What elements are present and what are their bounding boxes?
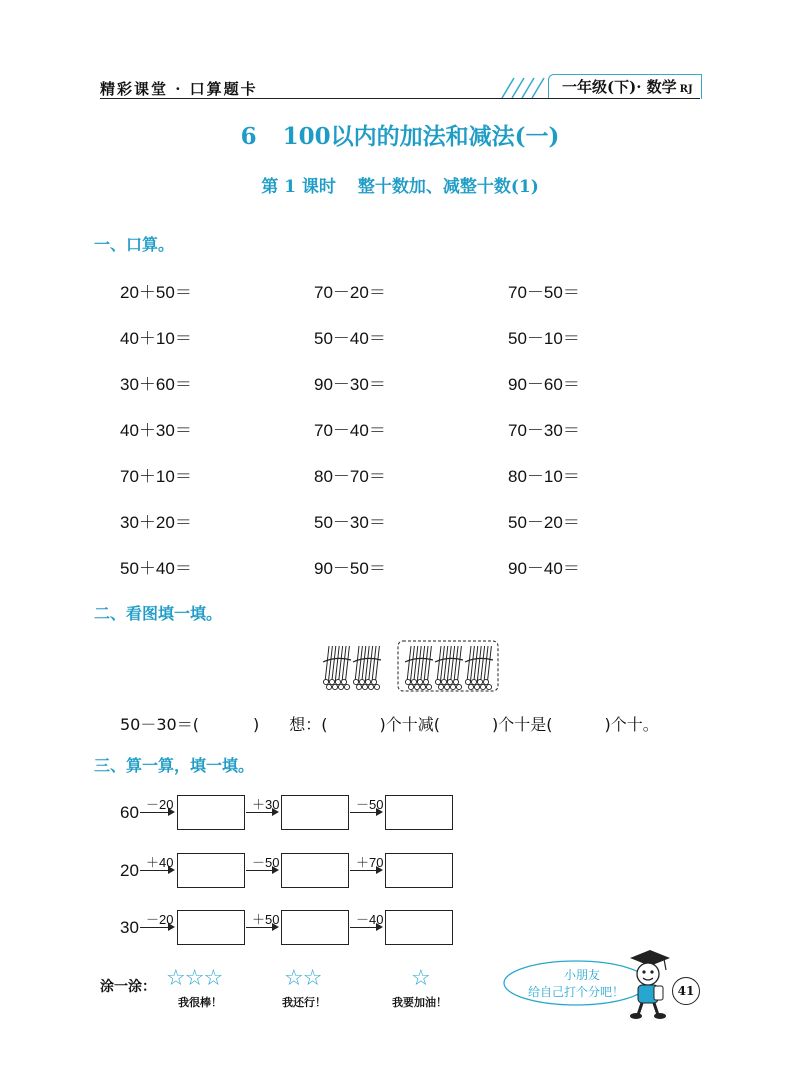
header-grade <box>562 76 693 97</box>
equation-item: 20＋50＝ <box>120 283 192 302</box>
fill-text-3: 想：( <box>289 715 328 734</box>
rating-2-label: 我还行！ <box>282 996 326 1009</box>
section-2-heading: 二、看图填一填。 <box>94 604 223 623</box>
equation-item: 70＋10＝ <box>120 467 192 486</box>
equation-item: 80－70＝ <box>314 467 386 486</box>
equation-item: 50＋40＝ <box>120 559 192 578</box>
section-3-heading: 三、算一算，填一填。 <box>94 756 255 775</box>
equation-item: 90－30＝ <box>314 375 386 394</box>
footer-color-label: 涂一涂： <box>100 979 156 995</box>
lesson-topic: 整十数加、减整十数(1) <box>357 177 539 197</box>
equation-item: 30＋20＝ <box>120 513 192 532</box>
answer-box[interactable] <box>385 795 453 830</box>
header-rj-tag: RJ <box>679 84 693 95</box>
operation-label: －50 <box>356 797 384 812</box>
chain-start-number: 20 <box>120 861 139 880</box>
chain-start-number: 60 <box>120 803 139 822</box>
header-grade-text: 一年级(下)· 数学 <box>562 78 677 96</box>
equation-item: 50－20＝ <box>508 513 580 532</box>
fill-text-1: 50－30＝( <box>120 715 199 734</box>
fill-text-5: )个十是( <box>491 715 553 734</box>
operation-label: －40 <box>356 912 384 927</box>
operation-label: ＋40 <box>146 855 174 870</box>
answer-box[interactable] <box>177 795 245 830</box>
stick-bundle-icon <box>465 646 493 690</box>
answer-box[interactable] <box>281 853 349 888</box>
equation-item: 50－30＝ <box>314 513 386 532</box>
fill-text-4: )个十减( <box>379 715 440 734</box>
stick-bundles-picture <box>318 638 502 694</box>
answer-box[interactable] <box>385 853 453 888</box>
operation-label: ＋50 <box>252 912 280 927</box>
fill-in-sentence <box>120 712 659 735</box>
answer-box[interactable] <box>385 910 453 945</box>
lesson-title <box>0 172 800 197</box>
chapter-name: 100以内的加法和减法(一) <box>282 123 560 150</box>
answer-box[interactable] <box>281 795 349 830</box>
bubble-line-1: 小朋友 <box>563 968 601 982</box>
rating-1-star-icon[interactable]: ☆ <box>411 966 430 991</box>
rating-2-stars-icon[interactable]: ☆☆ <box>284 966 322 991</box>
rating-3-label: 我很棒！ <box>178 996 222 1009</box>
chapter-number: 6 <box>240 123 257 150</box>
stick-bundle-icon <box>435 646 463 690</box>
equation-item: 30＋60＝ <box>120 375 192 394</box>
rating-3-stars-icon[interactable]: ☆☆☆ <box>166 966 223 991</box>
equation-item: 70－50＝ <box>508 283 580 302</box>
equation-item: 50－40＝ <box>314 329 386 348</box>
equation-item: 40＋10＝ <box>120 329 192 348</box>
stick-bundle-icon <box>353 646 381 690</box>
equation-item: 70－40＝ <box>314 421 386 440</box>
equation-item: 80－10＝ <box>508 467 580 486</box>
answer-box[interactable] <box>281 910 349 945</box>
operation-label: －20 <box>146 797 174 812</box>
equation-item: 90－50＝ <box>314 559 386 578</box>
fill-text-6: )个十。 <box>604 715 659 734</box>
student-mascot-icon <box>624 948 672 1020</box>
chain-start-number: 30 <box>120 918 139 937</box>
answer-box[interactable] <box>177 853 245 888</box>
stick-bundle-icon <box>323 646 351 690</box>
lesson-number: 第 1 课时 <box>261 177 336 197</box>
operation-label: ＋70 <box>356 855 384 870</box>
header-slashes <box>498 76 548 98</box>
operation-label: －50 <box>252 855 280 870</box>
header-title: 精彩课堂 · 口算题卡 <box>100 80 258 98</box>
operation-label: ＋30 <box>252 797 280 812</box>
equation-item: 90－40＝ <box>508 559 580 578</box>
equation-item: 90－60＝ <box>508 375 580 394</box>
equation-item: 70－20＝ <box>314 283 386 302</box>
equation-item: 40＋30＝ <box>120 421 192 440</box>
section-1-heading: 一、口算。 <box>94 235 175 254</box>
rating-1-label: 我要加油！ <box>392 996 447 1009</box>
answer-box[interactable] <box>177 910 245 945</box>
chapter-title <box>0 118 800 151</box>
header-rule <box>100 98 700 99</box>
bubble-line-2: 给自己打个分吧！ <box>527 985 625 999</box>
equation-item: 70－30＝ <box>508 421 580 440</box>
operation-label: －20 <box>146 912 174 927</box>
fill-text-2: ) <box>252 715 260 734</box>
page-number: 41 <box>672 977 700 1005</box>
equation-item: 50－10＝ <box>508 329 580 348</box>
stick-bundle-icon <box>405 646 433 690</box>
